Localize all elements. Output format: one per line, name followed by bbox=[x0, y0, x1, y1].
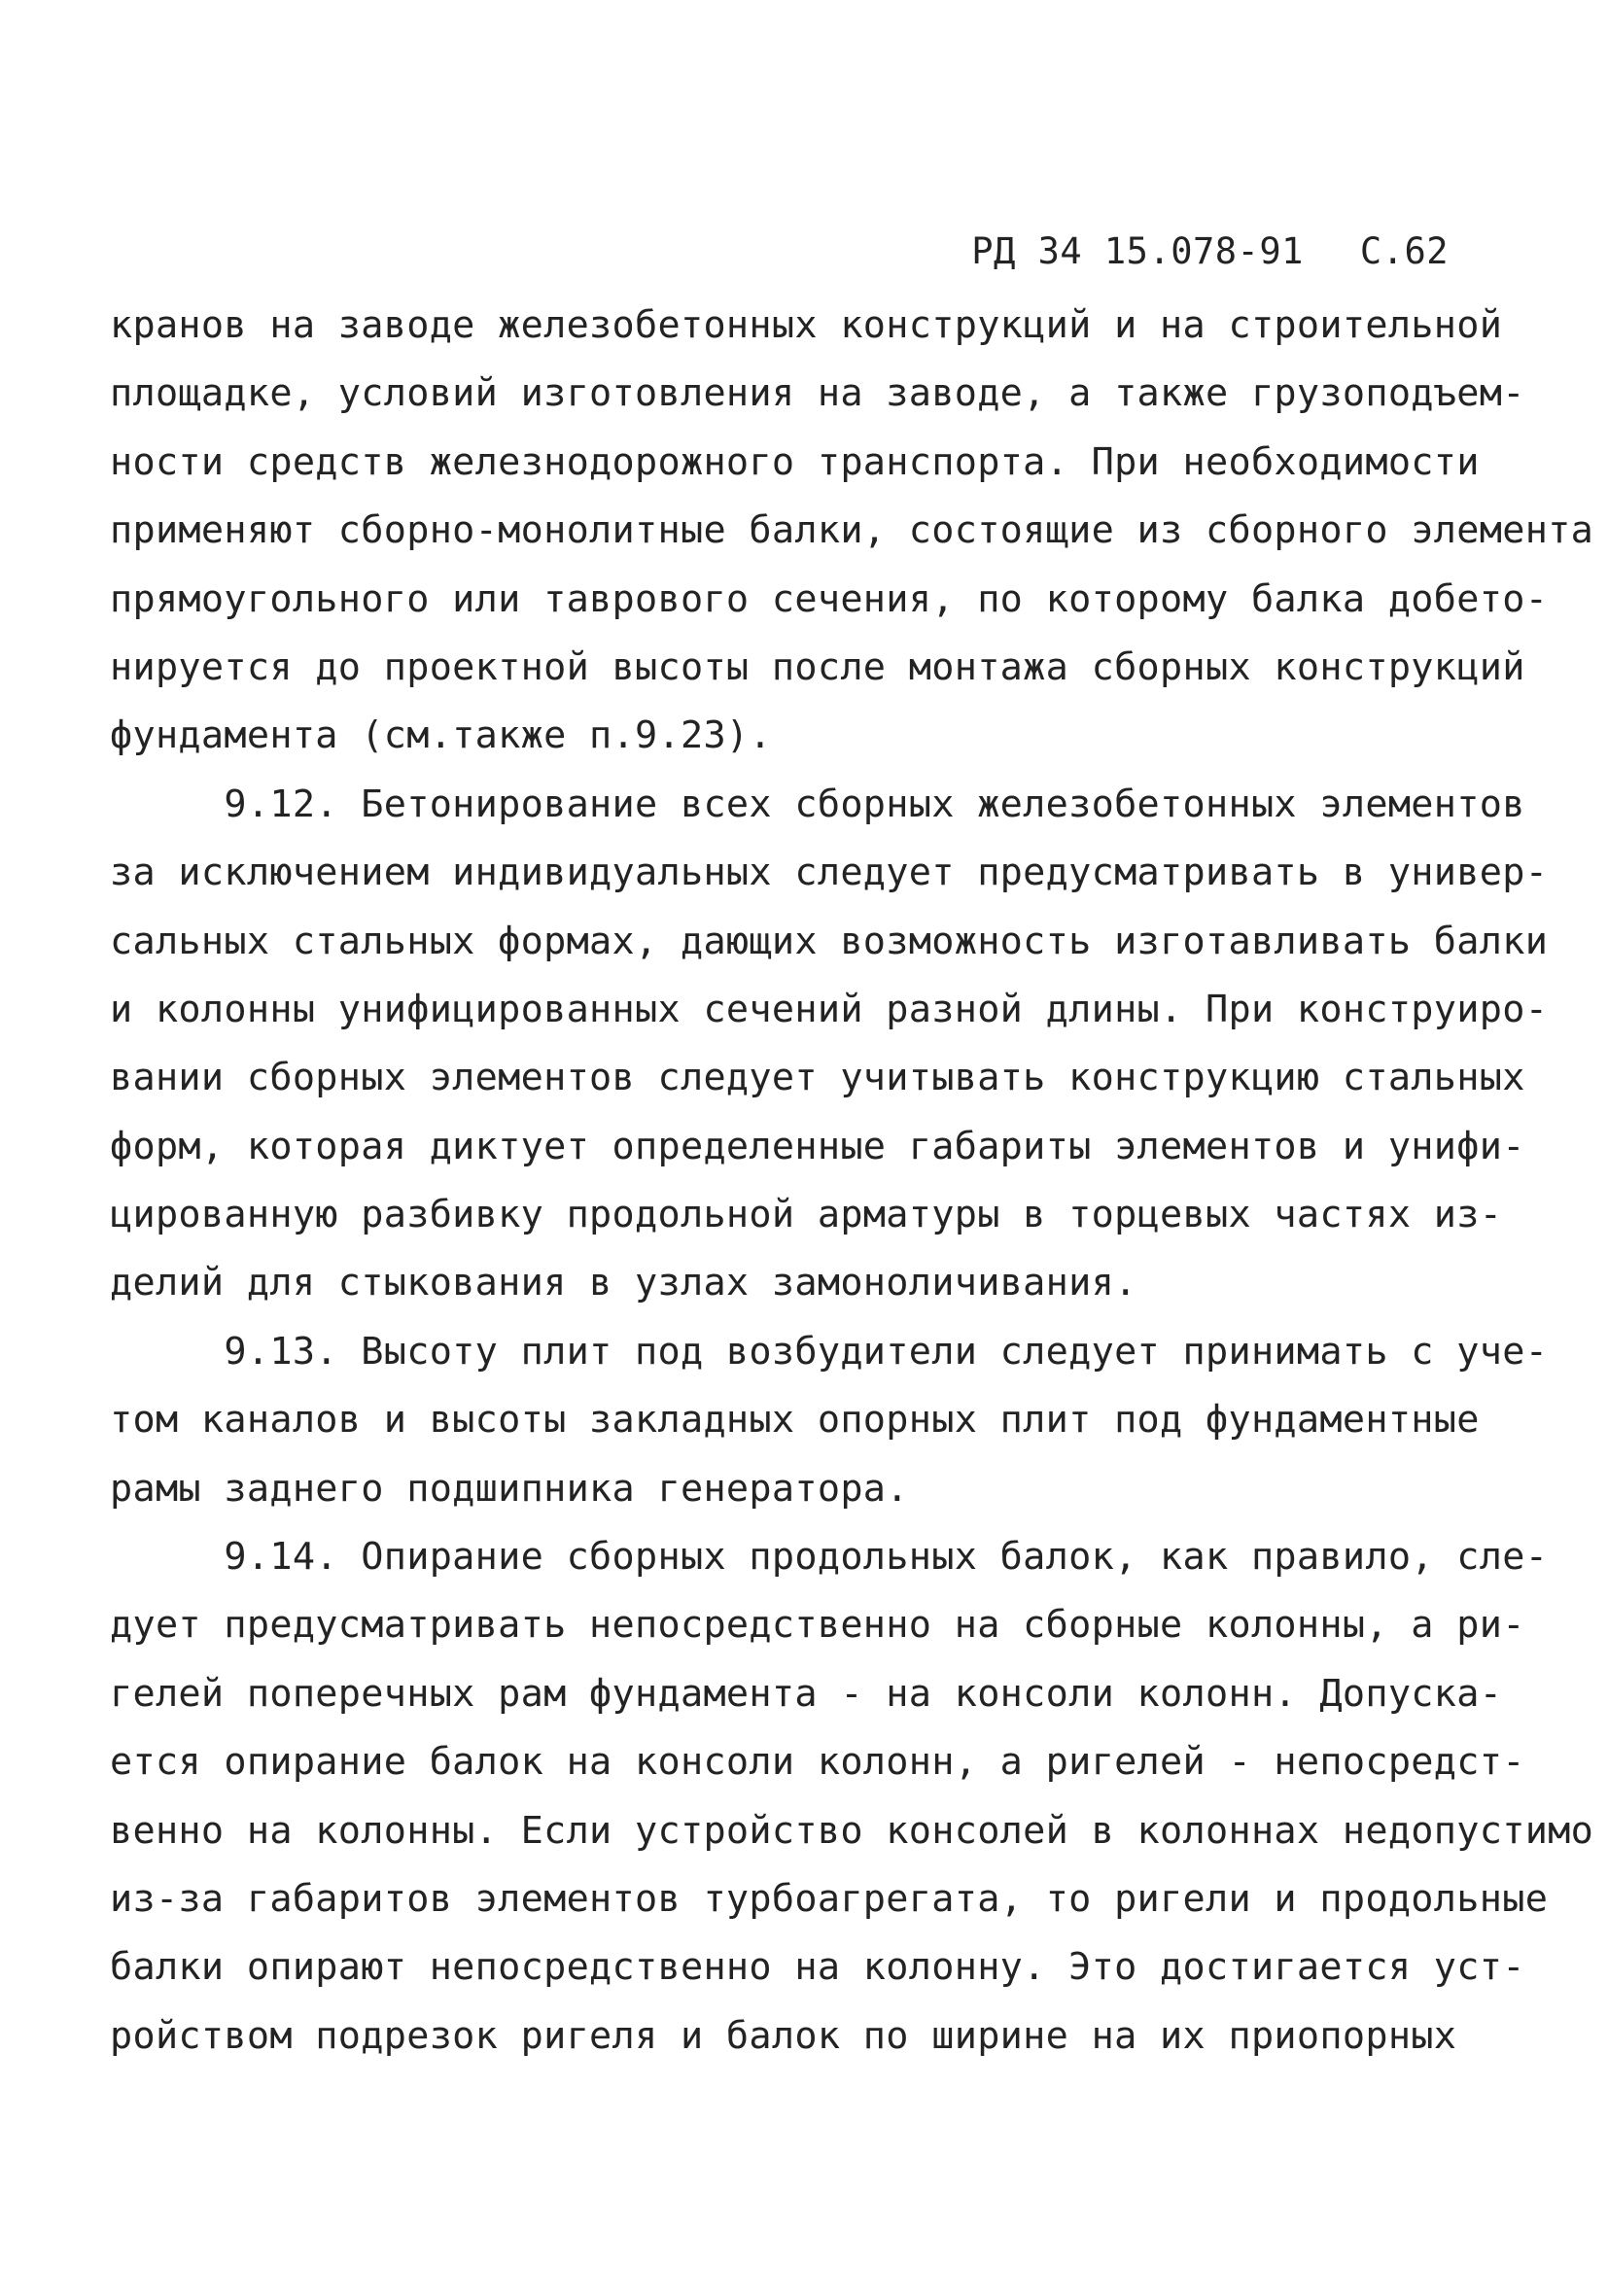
text-line: балки опирают непосредственно на колонну. Это достигается уст- bbox=[110, 1945, 1525, 1990]
document-code: РД 34 15.078-91 bbox=[971, 230, 1304, 272]
text-line: кранов на заводе железобетонных конструкций и на строительной bbox=[110, 303, 1503, 347]
text-line: цированную разбивку продольной арматуры в торцевых частях из- bbox=[110, 1193, 1503, 1237]
text-line: ется опирание балок на консоли колонн, а ригелей - непосредст- bbox=[110, 1740, 1525, 1785]
text-line: прямоугольного или таврового сечения, по которому балка добето- bbox=[110, 576, 1549, 621]
text-line: и колонны унифицированных сечений разной длины. При конструиро- bbox=[110, 987, 1549, 1031]
text-line: том каналов и высоты закладных опорных плит под фундаментные bbox=[110, 1398, 1480, 1443]
text-line: форм, которая диктует определенные габариты элементов и унифи- bbox=[110, 1124, 1525, 1168]
text-line: площадке, условий изготовления на заводе, а также грузоподъем- bbox=[110, 371, 1525, 416]
text-line: дует предусматривать непосредственно на сборные колонны, а ри- bbox=[110, 1603, 1525, 1648]
text-line: рамы заднего подшипника генератора. bbox=[110, 1466, 909, 1511]
text-line: из-за габаритов элементов турбоагрегата, то ригели и продольные bbox=[110, 1876, 1549, 1921]
text-line: гелей поперечных рам фундамента - на консоли колонн. Допуска- bbox=[110, 1671, 1503, 1716]
text-line: сальных стальных формах, дающих возможность изготавливать балки bbox=[110, 919, 1549, 963]
text-line: вании сборных элементов следует учитывать конструкцию стальных bbox=[110, 1056, 1525, 1100]
text-line: ройством подрезок ригеля и балок по ширине на их приопорных bbox=[110, 2013, 1457, 2058]
text-line: делий для стыкования в узлах замоноличивания. bbox=[110, 1261, 1137, 1305]
text-line: применяют сборно-монолитные балки, состоящие из сборного элемента bbox=[110, 508, 1594, 553]
text-line: фундамента (см.также п.9.23). bbox=[110, 713, 772, 758]
page-number: С.62 bbox=[1359, 230, 1449, 272]
paragraph-9-12-start: 9.12. Бетонирование всех сборных железобетонных элементов bbox=[110, 782, 1525, 826]
text-line: нируется до проектной высоты после монтажа сборных конструкций bbox=[110, 644, 1525, 689]
text-line: венно на колонны. Если устройство консолей в колоннах недопустимо bbox=[110, 1808, 1594, 1853]
paragraph-9-13-start: 9.13. Высоту плит под возбудители следует принимать с уче- bbox=[110, 1329, 1549, 1374]
body-text bbox=[110, 292, 1594, 2070]
text-line: за исключением индивидуальных следует предусматривать в универ- bbox=[110, 851, 1549, 895]
text-line: ности средств железнодорожного транспорта. При необходимости bbox=[110, 439, 1480, 484]
paragraph-9-14-start: 9.14. Опирание сборных продольных балок, как правило, сле- bbox=[110, 1535, 1549, 1580]
